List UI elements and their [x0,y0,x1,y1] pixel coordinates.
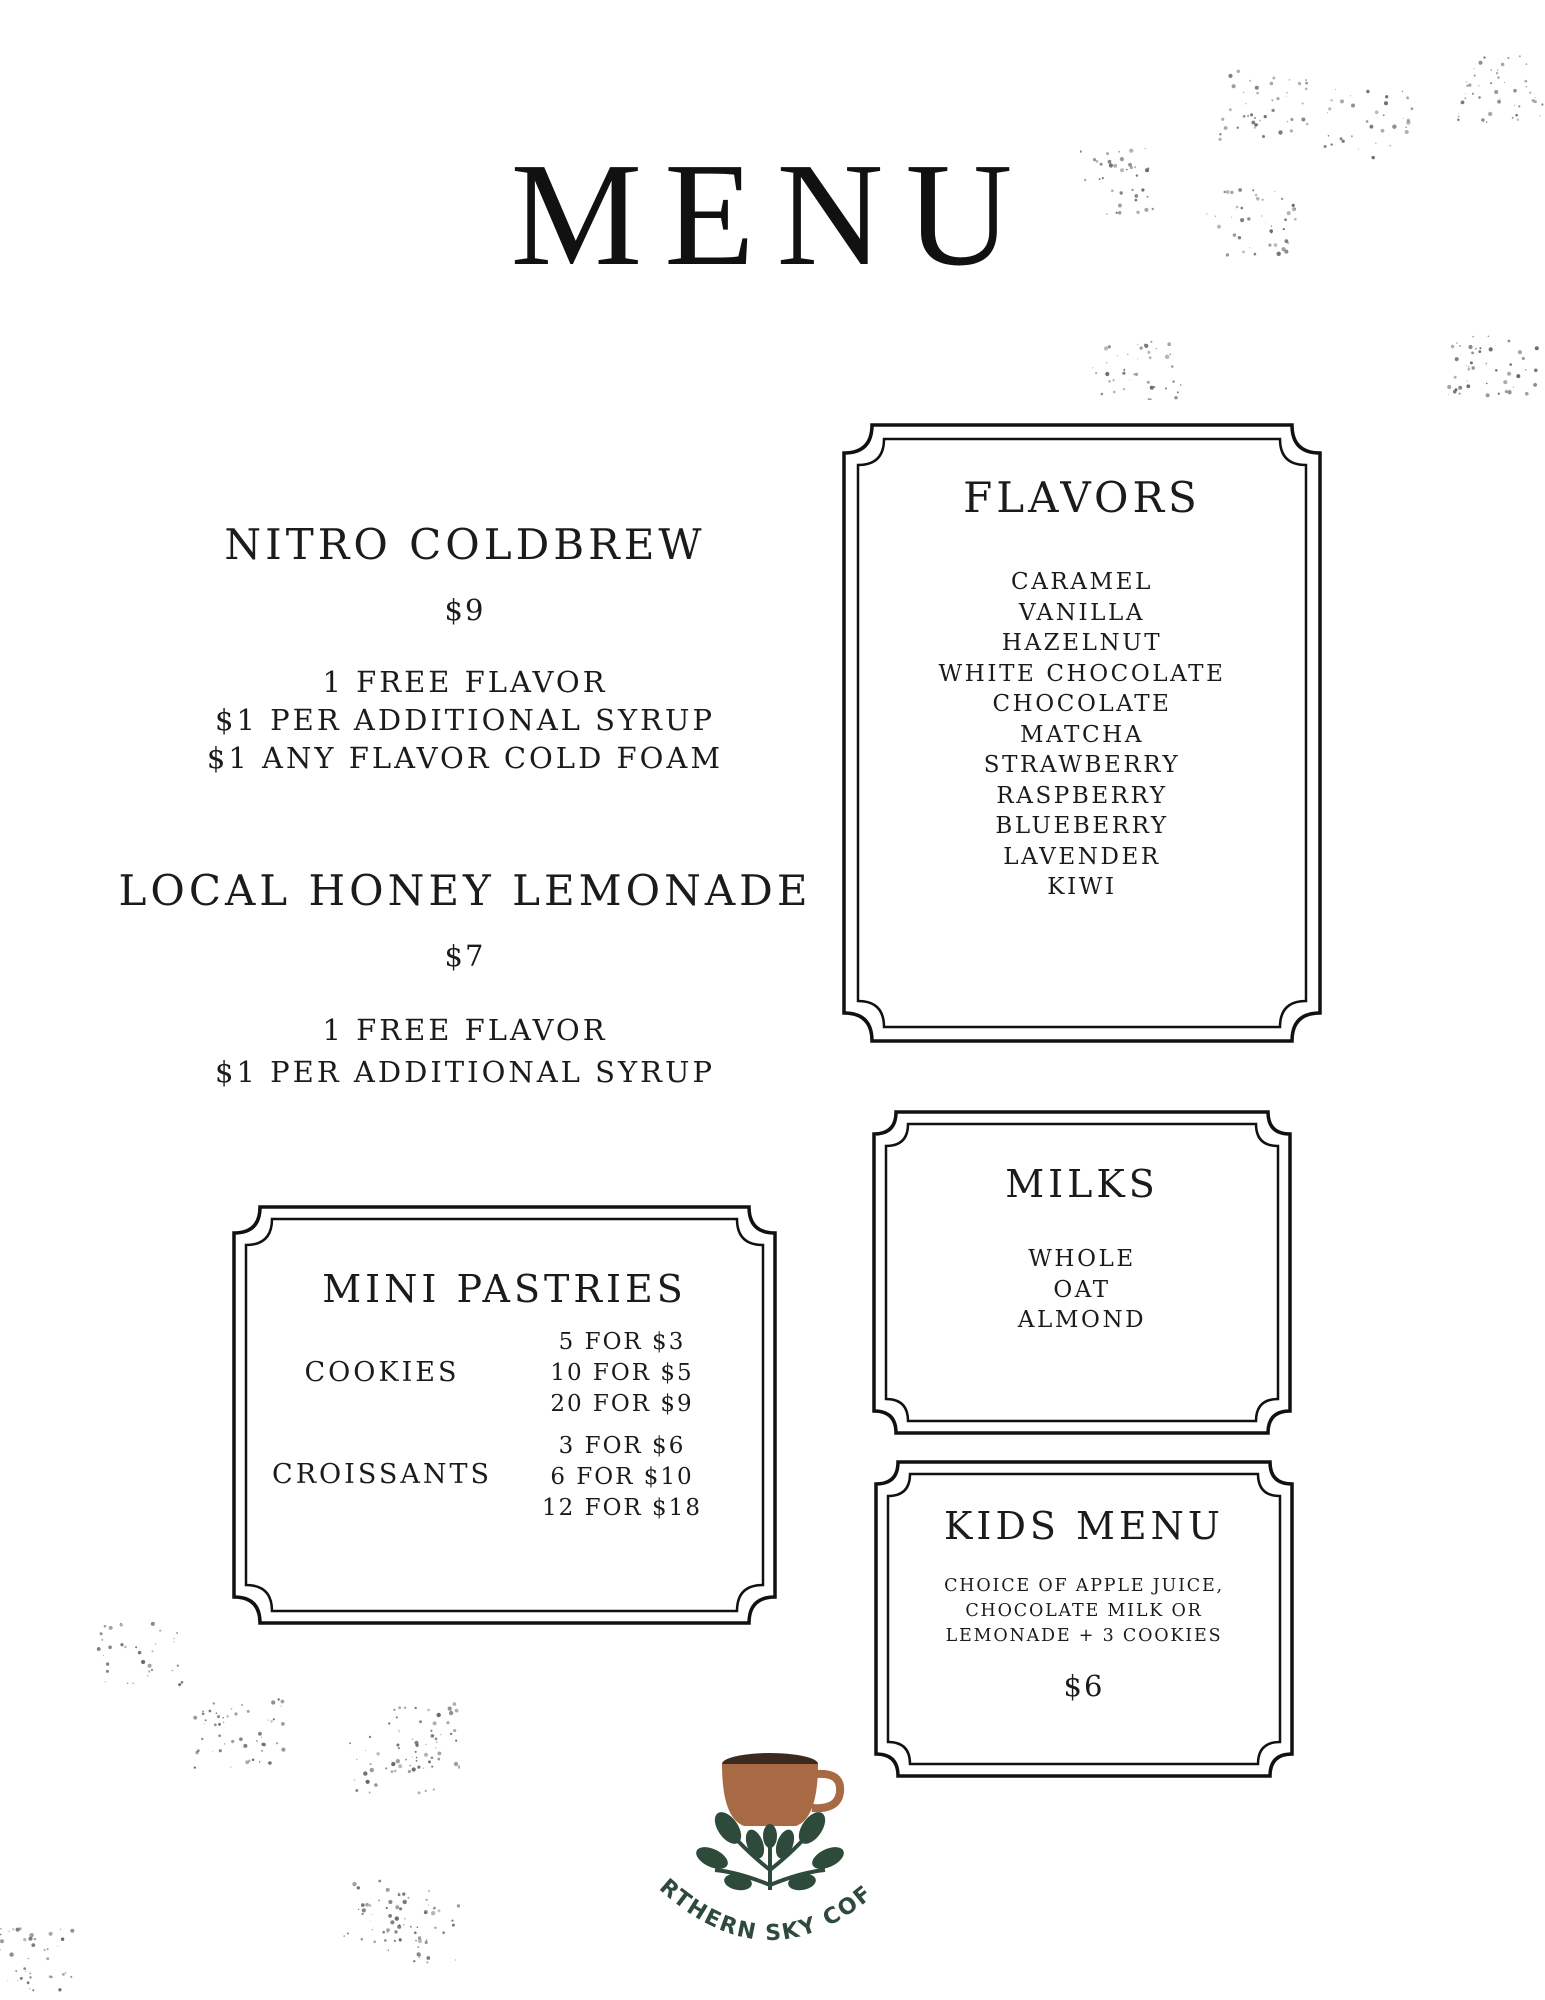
flavors-title: FLAVORS [963,473,1201,522]
nitro-detail: 1 FREE FLAVOR [322,665,608,699]
pastry-price: 6 FOR $10 [550,1464,694,1490]
coffee-cup-plant-icon [620,1740,920,1980]
flavor-item: VANILLA [1018,599,1146,626]
milk-item: OAT [1053,1276,1111,1303]
pastry-price: 20 FOR $9 [550,1391,694,1417]
pastries-title: MINI PASTRIES [322,1267,687,1311]
flavor-item: KIWI [1047,874,1117,900]
milk-item: WHOLE [1028,1246,1136,1272]
kids-description: CHOICE OF APPLE JUICE, [944,1576,1224,1596]
flavor-item: BLUEBERRY [995,813,1169,839]
page-title: MENU [510,133,1035,297]
flavor-item: RASPBERRY [996,782,1168,809]
milks-box [872,1110,1292,1435]
pastry-price: 10 FOR $5 [550,1360,694,1386]
logo-text: RTHERN SKY COF [654,1874,879,1947]
lemonade-price: $7 [444,939,486,973]
lemonade-detail: 1 FREE FLAVOR [322,1013,608,1047]
nitro-detail: $1 ANY FLAVOR COLD FOAM [206,741,724,775]
pastry-name-croissants: CROISSANTS [272,1459,492,1490]
nitro-title: NITRO COLDBREW [224,520,706,569]
pastry-price: 12 FOR $18 [542,1495,702,1521]
flavor-item: STRAWBERRY [983,752,1181,778]
lemonade-detail: $1 PER ADDITIONAL SYRUP [215,1055,715,1089]
flavor-item: MATCHA [1019,721,1145,748]
kids-title: KIDS MENU [944,1504,1224,1548]
kids-price: $6 [1063,1669,1105,1703]
flavor-item: WHITE CHOCOLATE [938,660,1226,687]
pastry-price: 5 FOR $3 [558,1329,686,1355]
milks-title: MILKS [1005,1162,1159,1206]
flavor-item: CHOCOLATE [992,691,1172,717]
kids-box [874,1460,1294,1778]
flavor-item: LAVENDER [1003,843,1161,870]
flavor-item: HAZELNUT [1001,630,1163,656]
milk-item: ALMOND [1017,1307,1147,1333]
kids-description: LEMONADE + 3 COOKIES [945,1626,1223,1646]
flavor-item: CARAMEL [1011,569,1153,595]
kids-description: CHOCOLATE MILK OR [965,1601,1203,1621]
northern-sky-coffee-logo [620,1740,920,1980]
speckle-decoration-bottom [0,1620,460,2000]
nitro-detail: $1 PER ADDITIONAL SYRUP [215,703,715,737]
lemonade-section [110,866,820,1093]
lemonade-title: LOCAL HONEY LEMONADE [118,866,812,915]
pastry-name-cookies: COOKIES [304,1357,460,1388]
flavors-box [842,423,1322,1043]
pastry-price: 3 FOR $6 [558,1433,686,1459]
nitro-price: $9 [444,593,486,627]
pastries-box [232,1205,777,1625]
nitro-section [170,520,760,777]
